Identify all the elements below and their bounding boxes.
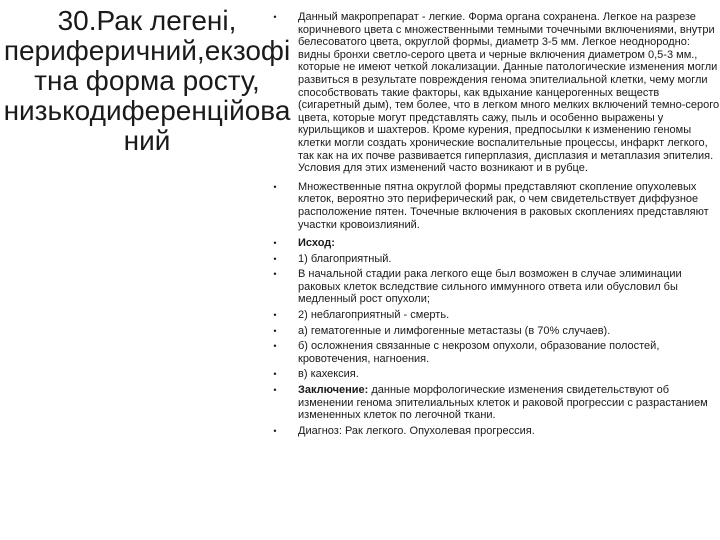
item-text: Данный макропрепарат - легкие. Форма органа сохранена. Легкое на разрезе коричневого цвета с множественными темными точечными включениями, внутри белесоватого цвета, округлой формы, диаметр 3-5 мм. Легкое неоднородно: видны бронхи светло-серого цвета и черные включения диаметром 0,5-3 мм., которые не имеют четкой локализации. Данные патологические изменения могли развиться в результате повреждения генома эпителиальной клетки, чему могли способствовать такие факторы, как вдыхание канцерогенных веществ (сигаретный дым), тем более, что в легком много мелких включений темно-серого цвета, которые могут представлять сажу, пыль и особенно выражены у курильщиков и шахтеров. Кроме курения, предпосылки к изменению геномы клетки могли создать хронические воспалительные процессы, инфаркт легкого, так как на их почве развивается гиперплазия, дисплазия и метаплазия эпителия. Условия для этих изменений часто возникают и в рубце. [298, 11, 720, 175]
item-text: б) осложнения связанные с некрозом опухоли, образование полостей, кровотечения, нагноения. [298, 340, 660, 365]
diagnosis-text: Диагноз: Рак легкого. Опухолевая прогрессия. [298, 424, 535, 437]
item-text: 1) благоприятный. [298, 252, 392, 265]
title-line: низькодиференційова [3, 95, 291, 126]
bullet-icon: • [273, 269, 277, 280]
bullet-icon: • [273, 325, 277, 336]
list-item [270, 325, 720, 338]
list-item [270, 340, 720, 365]
title-line: тна форма росту, [34, 65, 260, 96]
slide-title [2, 6, 292, 156]
list-item [270, 181, 720, 231]
list-item [270, 368, 720, 381]
outcome-label: Исход: [298, 237, 335, 250]
list-item [270, 11, 720, 175]
item-text: 2) неблагоприятный - смерть. [298, 309, 450, 322]
item-text: Множественные пятна округлой формы представляют скопление опухолевых клеток, вероятно это периферический рак, о чем свидетельствует диффузное расположение пятен. Точечные включения в раковых скоплениях представляют участки кровоизлияний. [298, 180, 709, 231]
bullet-list [270, 11, 720, 440]
bullet-icon: • [273, 385, 277, 396]
conclusion-label: Заключение: [298, 384, 369, 397]
list-item [270, 237, 720, 250]
item-text: в) кахексия. [298, 368, 359, 381]
bullet-icon: • [273, 341, 277, 352]
list-item [270, 268, 720, 306]
list-item [270, 425, 720, 438]
bullet-icon: • [273, 369, 277, 380]
list-item [270, 309, 720, 322]
bullet-icon: • [273, 12, 277, 22]
bullet-icon: • [273, 238, 277, 249]
item-text: а) гематогенные и лимфогенные метастазы (в 70% случаев). [298, 324, 611, 337]
bullet-icon: • [273, 253, 277, 264]
item-text: В начальной стадии рака легкого еще был возможен в случае элиминации раковых клеток вследствие сильного иммунного ответа или обусловил бы медленный рост опухоли; [298, 268, 682, 306]
list-item [270, 253, 720, 266]
bullet-icon: • [273, 310, 277, 321]
item-text: данные морфологические изменения свидетельствуют об изменении генома эпителиальных клеток и раковой прогрессии с разрастанием измененных клеток по легочной ткани. [298, 384, 708, 422]
title-line: 30.Рак легені, [57, 6, 237, 36]
bullet-icon: • [273, 425, 277, 436]
list-item [270, 384, 720, 422]
bullet-icon: • [273, 181, 277, 192]
title-line: ний [123, 125, 171, 156]
title-line: периферичний,екзофі [3, 35, 291, 66]
